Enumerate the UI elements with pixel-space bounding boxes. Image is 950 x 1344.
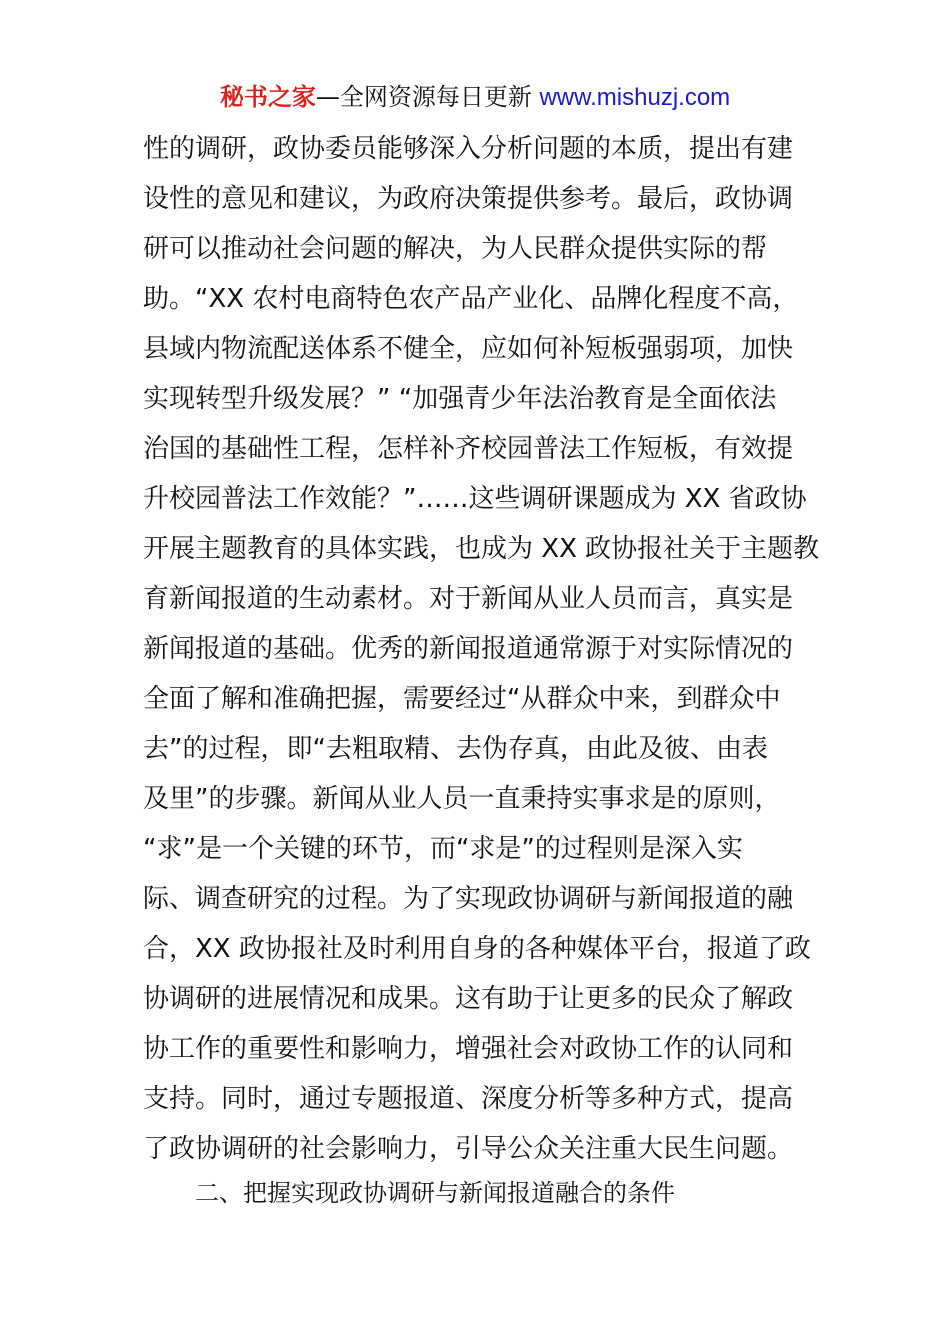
site-header (0, 80, 950, 114)
text-line: 升校园普法工作效能？”……这些调研课题成为 XX 省政协 (143, 484, 807, 514)
body-paragraph (143, 124, 823, 1174)
text-line: 了政协调研的社会影响力，引导公众关注重大民生问题。 (143, 1134, 794, 1164)
text-line: 协调研的进展情况和成果。这有助于让更多的民众了解政 (143, 984, 794, 1014)
text-line: 及里”的步骤。新闻从业人员一直秉持实事求是的原则， (143, 784, 781, 814)
text-line: 际、调查研究的过程。为了实现政协调研与新闻报道的融 (143, 884, 794, 914)
text-line: 开展主题教育的具体实践，也成为 XX 政协报社关于主题教 (143, 534, 820, 564)
section-heading: 二、把握实现政协调研与新闻报道融合的条件 (195, 1179, 675, 1207)
text-line: 助。“XX 农村电商特色农产品产业化、品牌化程度不高， (143, 284, 799, 314)
site-name: 秘书之家 (219, 83, 316, 111)
text-line: 合，XX 政协报社及时利用自身的各种媒体平台，报道了政 (143, 934, 811, 964)
text-line: 去”的过程，即“去粗取精、去伪存真，由此及彼、由表 (143, 734, 768, 764)
text-line: 治国的基础性工程，怎样补齐校园普法工作短板，有效提 (143, 434, 794, 464)
text-line: 育新闻报道的生动素材。对于新闻从业人员而言，真实是 (143, 584, 794, 614)
text-line: 设性的意见和建议，为政府决策提供参考。最后，政协调 (143, 184, 794, 214)
site-tagline: —全网资源每日更新 (315, 83, 532, 111)
text-line: 研可以推动社会问题的解决，为人民群众提供实际的帮 (143, 234, 768, 264)
text-line: 实现转型升级发展？” “加强青少年法治教育是全面依法 (143, 384, 777, 414)
text-line: “求”是一个关键的环节，而“求是”的过程则是深入实 (143, 834, 743, 864)
text-line: 新闻报道的基础。优秀的新闻报道通常源于对实际情况的 (143, 634, 794, 664)
text-line: 性的调研，政协委员能够深入分析问题的本质，提出有建 (143, 134, 794, 164)
text-line: 协工作的重要性和影响力，增强社会对政协工作的认同和 (143, 1034, 794, 1064)
site-url-link[interactable]: www.mishuzj.com (539, 84, 731, 111)
text-line: 全面了解和准确把握，需要经过“从群众中来，到群众中 (143, 684, 781, 714)
text-line: 支持。同时，通过专题报道、深度分析等多种方式，提高 (143, 1084, 794, 1114)
text-line: 县域内物流配送体系不健全，应如何补短板强弱项，加快 (143, 334, 794, 364)
